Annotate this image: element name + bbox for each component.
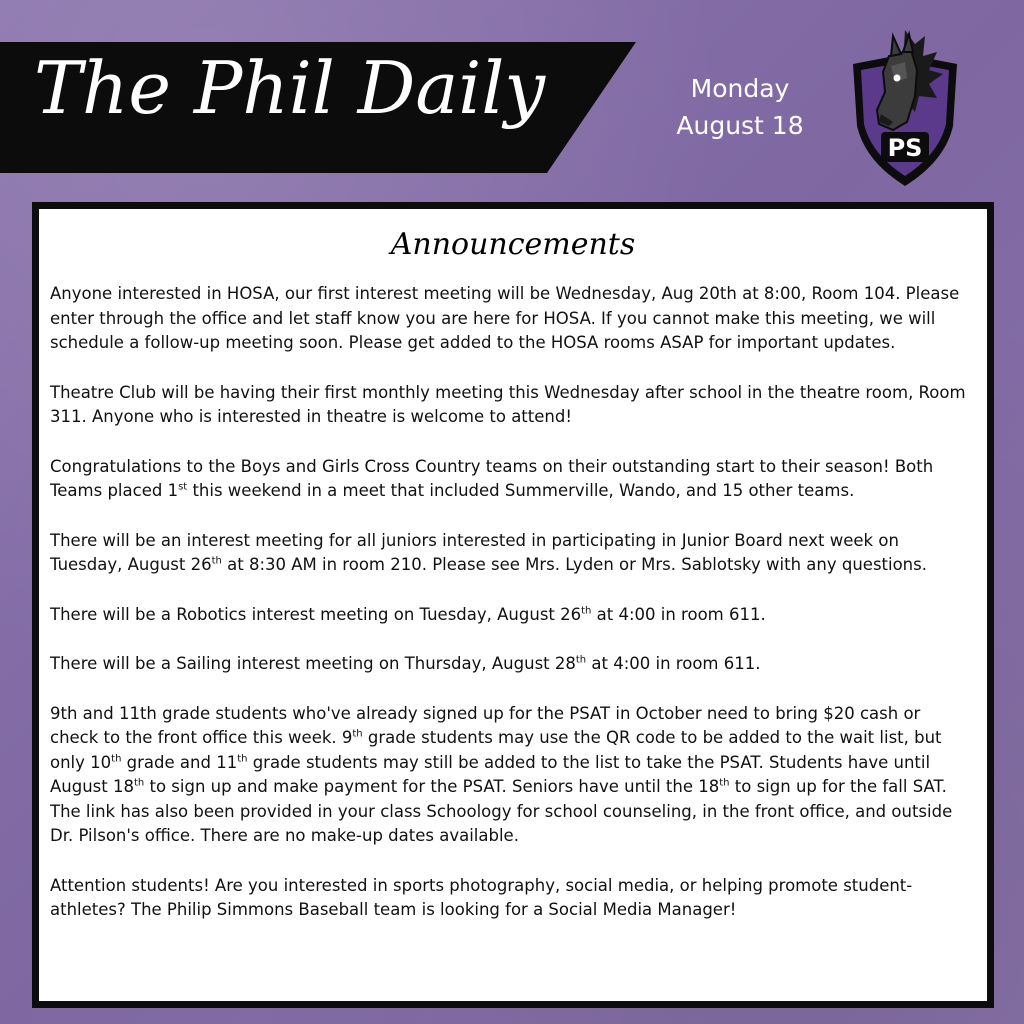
announcement-text: grade students may still be added to the list to take the PSAT. Students have until August 18 (50, 752, 931, 796)
date-label: August 18 (676, 111, 804, 140)
announcement-text: 9th and 11th grade students who've already signed up for the PSAT in October need to bring $20 cash or check to the front office this week. 9 (50, 703, 921, 747)
announcement-text: grade students may use the QR code to be added to the wait list, but only 10 (50, 728, 942, 772)
ordinal-suffix: th (133, 777, 145, 789)
announcement-text: There will be an interest meeting for all juniors interested in participating in Junior Board next week on Tuesday, August 26 (50, 530, 899, 574)
announcement-item (50, 652, 970, 677)
announcement-item (50, 455, 970, 504)
announcement-item (50, 874, 970, 923)
ordinal-suffix: th (719, 777, 730, 789)
announcement-text: to sign up for the fall SAT. The link has also been provided in your class Schoology for school counseling, in the front office, and outside Dr. Pilson's office. There are no make-up dates available. (50, 777, 953, 845)
date-block (665, 70, 815, 144)
announcement-text: to sign up and make payment for the PSAT. Seniors have until the 18 (144, 777, 720, 796)
announcements-heading: Announcements (390, 227, 636, 262)
announcement-text: at 4:00 in room 611. (586, 654, 761, 673)
announcement-item (50, 603, 970, 628)
announcement-text: Anyone interested in HOSA, our first interest meeting will be Wednesday, Aug 20th at 8:00, Room 104. Please enter through the office and let staff know you are here for HOSA. If you cannot make this meeting, we will schedule a follow-up meeting soon. Please get added to the HOSA rooms ASAP for important updates. (50, 284, 960, 352)
announcement-text: at 4:00 in room 611. (591, 604, 766, 624)
weekday-label: Monday (690, 74, 790, 103)
ordinal-suffix: th (211, 555, 222, 567)
ordinal-suffix: th (352, 728, 363, 740)
announcement-text: this weekend in a meet that included Summerville, Wando, and 15 other teams. (187, 481, 855, 500)
announcement-text: There will be a Robotics interest meeting on Tuesday, August 26 (50, 604, 582, 624)
announcement-text: grade and 11 (121, 752, 238, 772)
announcements-panel (32, 202, 994, 1008)
newsletter-title: The Phil Daily (34, 46, 546, 130)
logo-lettering: PS (887, 134, 923, 162)
announcement-item (50, 381, 970, 430)
ordinal-suffix: th (581, 605, 592, 616)
announcement-text: There will be a Sailing interest meeting on Thursday, August 28 (50, 654, 576, 673)
announcement-text: Congratulations to the Boys and Girls Cross Country teams on their outstanding start to their season! Both Teams placed 1 (50, 456, 934, 500)
ordinal-suffix: th (111, 753, 122, 764)
announcement-text: Attention students! Are you interested in sports photography, social media, or helping promote student-athletes? The Philip Simmons Baseball team is looking for a Social Media Manager! (50, 875, 913, 919)
announcement-text: at 8:30 AM in room 210. Please see Mrs. Lyden or Mrs. Sablotsky with any questions. (221, 555, 927, 574)
ordinal-suffix: th (575, 654, 587, 666)
announcement-list (50, 282, 970, 948)
announcement-item (50, 702, 970, 849)
announcement-text: Theatre Club will be having their first monthly meeting this Wednesday after school in the theatre room, Room 311. Anyone who is interested in theatre is welcome to attend! (50, 382, 966, 426)
ordinal-suffix: st (178, 481, 188, 493)
mustang-mascot-logo-icon (845, 26, 965, 188)
announcement-item (50, 529, 970, 578)
ordinal-suffix: th (237, 753, 248, 764)
announcement-item (50, 282, 970, 356)
